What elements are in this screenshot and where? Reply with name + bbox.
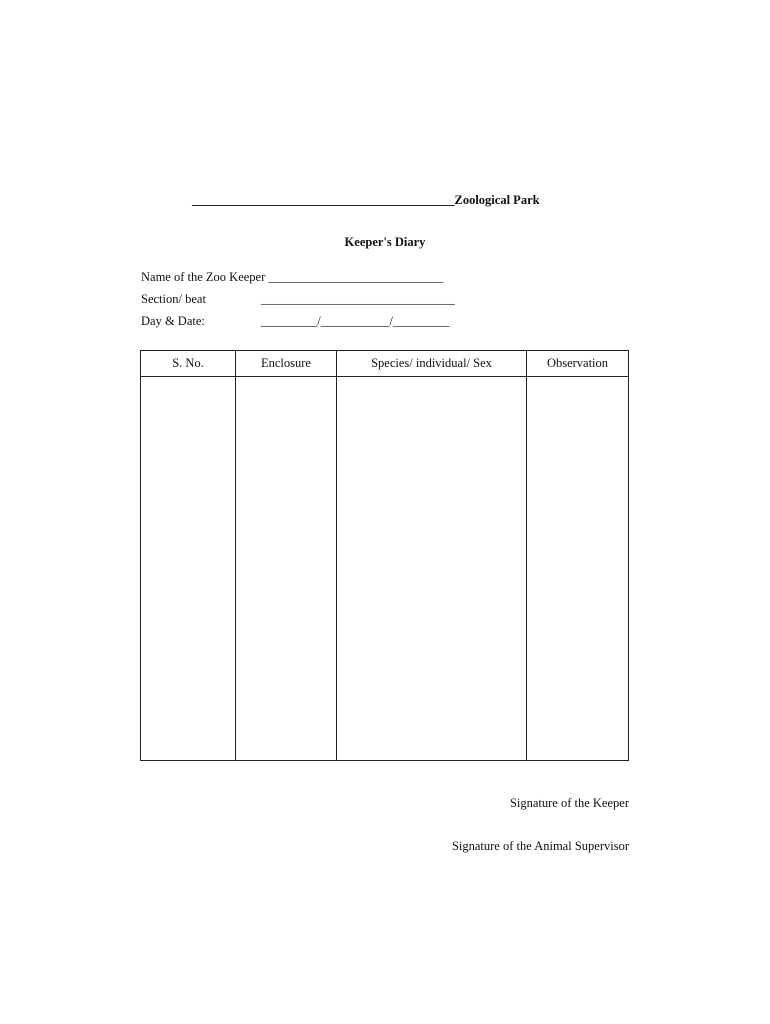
diary-table (140, 350, 629, 761)
day-date-label: Day & Date: (141, 314, 205, 328)
column-header-enclosure: Enclosure (261, 356, 311, 370)
column-divider (235, 351, 236, 760)
section-beat-blank: _______________________________ (261, 292, 455, 306)
column-header-observation: Observation (546, 356, 609, 370)
keeper-signature-label: Signature of the Keeper (509, 796, 629, 810)
column-divider (526, 351, 527, 760)
column-divider (336, 351, 337, 760)
column-header-species: Species/ individual/ Sex (371, 356, 492, 370)
day-date-blank: _________/___________/_________ (261, 314, 450, 328)
column-header-sno: S. No. (172, 356, 204, 370)
page-title: Keeper's Diary (344, 235, 426, 249)
keeper-name-field: Name of the Zoo Keeper ____________________________ (141, 270, 444, 284)
park-name-line: __________________________________________Zoological Park (192, 193, 540, 207)
header-divider (141, 376, 628, 377)
section-beat-label: Section/ beat (141, 292, 206, 306)
supervisor-signature-label: Signature of the Animal Supervisor (451, 839, 629, 853)
